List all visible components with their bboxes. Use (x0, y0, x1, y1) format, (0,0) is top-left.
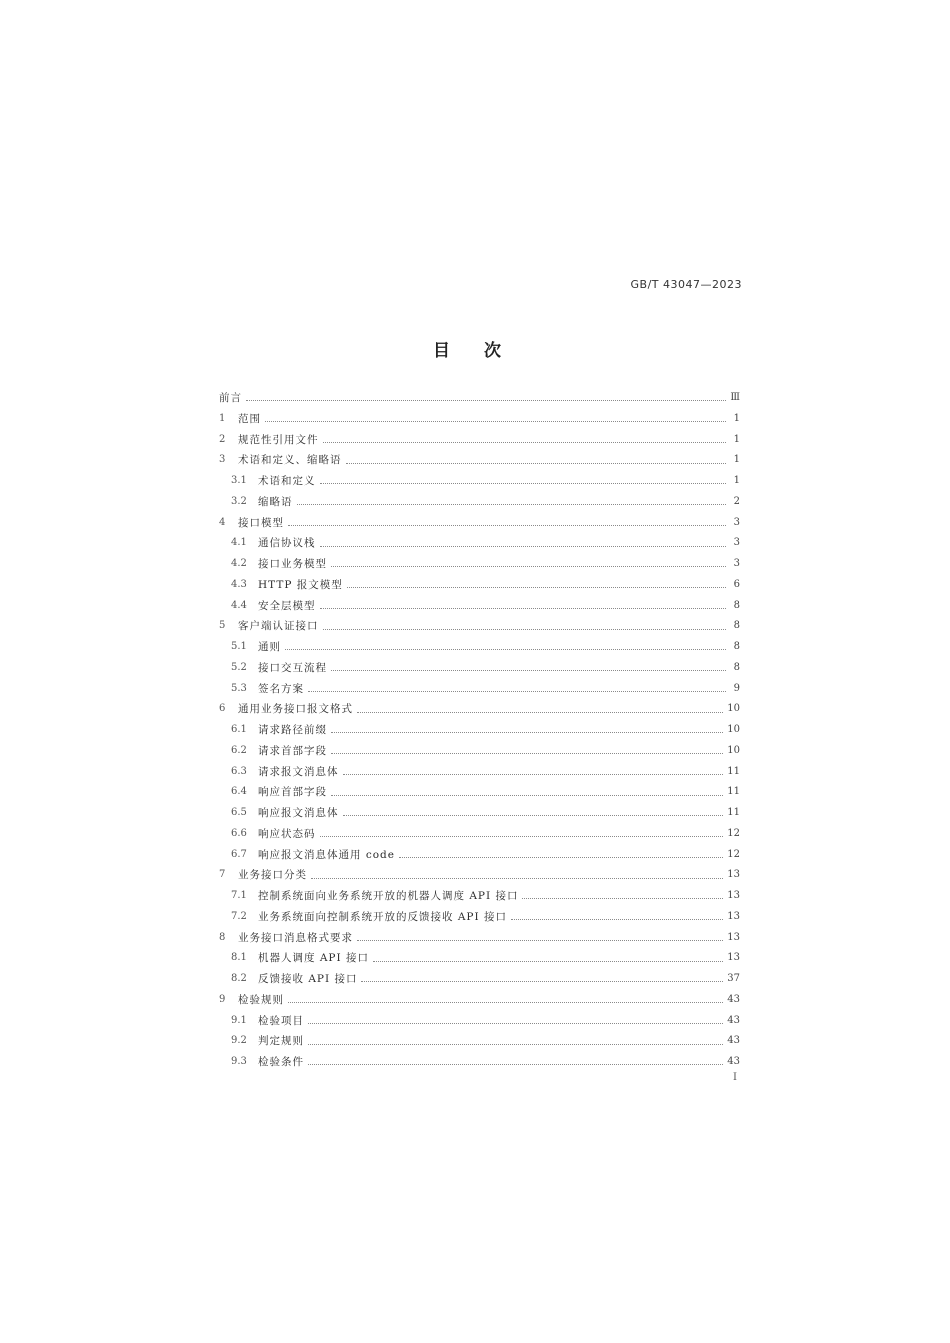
toc-dot-leader (331, 794, 723, 796)
toc-dot-leader (308, 1022, 723, 1024)
toc-entry[interactable] (219, 492, 740, 513)
toc-entry[interactable] (219, 948, 740, 969)
toc-entry-page: 11 (727, 786, 740, 798)
toc-entry[interactable] (219, 1011, 740, 1032)
toc-dot-leader (331, 752, 723, 754)
toc-entry[interactable] (219, 575, 740, 596)
toc-entry-number: 7.1 (231, 890, 247, 901)
toc-entry-page: 1 (733, 412, 740, 424)
toc-entry-label: 签名方案 (258, 682, 304, 695)
toc-entry[interactable] (219, 388, 740, 409)
toc-entry-page: 13 (727, 931, 740, 943)
toc-dot-leader (331, 731, 723, 733)
toc-entry[interactable] (219, 886, 740, 907)
table-of-contents (219, 388, 740, 1073)
toc-entry-number: 6.4 (231, 786, 247, 798)
toc-entry-number: 6 (219, 703, 226, 715)
toc-entry-label: 控制系统面向业务系统开放的机器人调度 API 接口 (258, 890, 519, 902)
toc-entry[interactable] (219, 616, 740, 637)
toc-entry[interactable] (219, 430, 740, 451)
toc-entry-number: 4.1 (231, 537, 247, 549)
toc-entry[interactable] (219, 845, 740, 866)
toc-entry[interactable] (219, 596, 740, 617)
toc-entry-number: 6.6 (231, 827, 247, 839)
toc-entry-number: 9.3 (231, 1056, 247, 1067)
toc-dot-leader (320, 545, 727, 547)
toc-dot-leader (246, 399, 726, 401)
toc-entry-label: 请求报文消息体 (258, 765, 339, 778)
toc-entry-page: 43 (727, 1014, 740, 1026)
toc-entry[interactable] (219, 471, 740, 492)
toc-entry-number: 6.1 (231, 724, 247, 735)
toc-dot-leader (511, 918, 723, 920)
toc-entry-number: 9 (219, 993, 226, 1005)
toc-dot-leader (399, 856, 723, 858)
toc-dot-leader (308, 690, 726, 692)
toc-entry-label: 检验规则 (238, 993, 284, 1006)
toc-entry-page: 3 (733, 558, 740, 569)
toc-entry[interactable] (219, 762, 740, 783)
toc-entry-page: 8 (733, 641, 740, 652)
toc-entry-page: 8 (733, 620, 740, 632)
toc-entry-number: 8 (219, 931, 226, 943)
toc-entry[interactable] (219, 824, 740, 845)
toc-entry-label: 反馈接收 API 接口 (258, 973, 358, 985)
toc-entry-label: 响应报文消息体 (258, 807, 339, 819)
toc-entry-page: 8 (733, 661, 740, 673)
toc-entry[interactable] (219, 554, 740, 575)
toc-entry[interactable] (219, 637, 740, 658)
toc-entry-number: 9.1 (231, 1014, 247, 1026)
toc-entry-label: 通用业务接口报文格式 (238, 703, 353, 716)
toc-dot-leader (308, 1043, 723, 1045)
toc-entry-label: 安全层模型 (258, 599, 316, 612)
toc-entry-page: 2 (733, 495, 740, 507)
toc-dot-leader (357, 939, 723, 941)
toc-entry-page: 13 (727, 869, 740, 881)
toc-entry-label: 响应状态码 (258, 827, 316, 840)
toc-dot-leader (323, 628, 727, 630)
toc-entry-number: 6.3 (231, 765, 247, 777)
toc-entry-label: 范围 (238, 412, 261, 425)
toc-entry-page: 10 (727, 724, 740, 735)
toc-entry-page: 12 (727, 848, 740, 860)
toc-entry[interactable] (219, 720, 740, 741)
toc-entry-page: 10 (727, 744, 740, 756)
toc-dot-leader (347, 586, 726, 588)
toc-entry-label: 前言 (219, 392, 242, 404)
toc-entry-number: 9.2 (231, 1035, 247, 1047)
toc-entry-number: 2 (219, 433, 226, 445)
toc-dot-leader (357, 711, 723, 713)
toc-entry-number: 4 (219, 516, 226, 528)
toc-entry-label: 术语和定义 (258, 475, 316, 487)
toc-entry-page: 11 (727, 807, 740, 818)
toc-entry-page: 9 (733, 682, 740, 694)
toc-entry[interactable] (219, 409, 740, 430)
toc-entry-number: 5.3 (231, 682, 247, 694)
toc-entry-page: 8 (733, 599, 740, 611)
toc-entry-number: 8.2 (231, 973, 247, 984)
toc-dot-leader (343, 814, 724, 816)
toc-entry-number: 3 (219, 454, 226, 466)
toc-entry-label: 业务接口分类 (238, 869, 307, 882)
toc-entry-label: 检验项目 (258, 1014, 304, 1027)
toc-entry-label: 通则 (258, 641, 281, 653)
toc-dot-leader (331, 669, 726, 671)
toc-entry-page: 1 (733, 454, 740, 466)
toc-entry-page: 37 (727, 973, 740, 984)
toc-entry-label: 规范性引用文件 (238, 433, 319, 446)
toc-dot-leader (361, 980, 723, 982)
toc-entry[interactable] (219, 1031, 740, 1052)
toc-entry-page: 3 (733, 516, 740, 528)
toc-entry-page: 1 (733, 475, 740, 486)
toc-entry-number: 6.5 (231, 807, 247, 818)
toc-entry-label: 机器人调度 API 接口 (258, 952, 369, 965)
toc-entry-page: Ⅲ (730, 392, 740, 403)
toc-entry[interactable] (219, 450, 740, 471)
toc-entry-number: 6.7 (231, 848, 247, 860)
toc-entry-page: 43 (727, 1035, 740, 1047)
toc-entry-label: 客户端认证接口 (238, 620, 319, 633)
toc-entry-number: 4.2 (231, 558, 247, 569)
toc-entry-page: 43 (727, 993, 740, 1005)
toc-entry-number: 5 (219, 620, 226, 632)
toc-dot-leader (308, 1063, 723, 1065)
toc-dot-leader (331, 565, 726, 567)
toc-entry[interactable] (219, 741, 740, 762)
toc-entry-label: 请求首部字段 (258, 744, 327, 757)
toc-entry-label: 判定规则 (258, 1035, 304, 1048)
toc-entry[interactable] (219, 533, 740, 554)
toc-entry[interactable] (219, 928, 740, 949)
toc-entry[interactable] (219, 699, 740, 720)
toc-entry-label: HTTP 报文模型 (258, 578, 343, 591)
toc-entry-label: 接口模型 (238, 516, 284, 529)
toc-dot-leader (320, 482, 727, 484)
toc-entry-label: 响应报文消息体通用 code (258, 848, 395, 861)
toc-entry-label: 请求路径前缀 (258, 724, 327, 736)
toc-entry-page: 11 (727, 765, 740, 777)
page-number: Ⅰ (733, 1072, 737, 1083)
toc-entry-label: 缩略语 (258, 495, 293, 508)
toc-entry-label: 检验条件 (258, 1056, 304, 1068)
toc-entry-page: 13 (727, 952, 740, 964)
toc-entry-label: 通信协议栈 (258, 537, 316, 550)
toc-dot-leader (311, 877, 723, 879)
toc-entry-page: 12 (727, 827, 740, 839)
page-title: 目次 (433, 341, 535, 361)
toc-entry-number: 4.3 (231, 578, 247, 590)
toc-entry-number: 5.2 (231, 661, 247, 673)
toc-dot-leader (285, 648, 726, 650)
toc-entry[interactable] (219, 513, 740, 534)
toc-entry-page: 13 (727, 890, 740, 901)
toc-dot-leader (373, 960, 723, 962)
toc-dot-leader (323, 441, 727, 443)
toc-entry-number: 3.1 (231, 475, 247, 486)
toc-entry-number: 7.2 (231, 910, 247, 922)
toc-dot-leader (343, 773, 724, 775)
toc-entry[interactable] (219, 679, 740, 700)
toc-entry-label: 术语和定义、缩略语 (238, 454, 342, 467)
toc-entry-label: 响应首部字段 (258, 786, 327, 799)
toc-entry[interactable] (219, 1052, 740, 1073)
toc-entry-number: 3.2 (231, 495, 247, 507)
toc-entry-page: 13 (727, 910, 740, 922)
toc-entry[interactable] (219, 990, 740, 1011)
toc-entry-label: 业务系统面向控制系统开放的反馈接收 API 接口 (258, 910, 507, 923)
toc-entry-label: 业务接口消息格式要求 (238, 931, 353, 944)
toc-entry-page: 43 (727, 1056, 740, 1067)
toc-entry-page: 6 (733, 578, 740, 590)
toc-entry-number: 8.1 (231, 952, 247, 964)
toc-entry-number: 7 (219, 869, 226, 881)
toc-dot-leader (288, 1001, 723, 1003)
toc-dot-leader (297, 503, 727, 505)
toc-entry[interactable] (219, 782, 740, 803)
toc-entry[interactable] (219, 969, 740, 990)
toc-dot-leader (320, 835, 724, 837)
toc-entry-label: 接口交互流程 (258, 661, 327, 674)
toc-entry-page: 10 (727, 703, 740, 715)
toc-dot-leader (522, 897, 723, 899)
toc-entry-number: 6.2 (231, 744, 247, 756)
toc-entry[interactable] (219, 865, 740, 886)
toc-entry-number: 1 (219, 412, 226, 424)
toc-entry-label: 接口业务模型 (258, 558, 327, 570)
toc-dot-leader (265, 420, 726, 422)
toc-dot-leader (320, 607, 727, 609)
toc-entry[interactable] (219, 658, 740, 679)
toc-entry-number: 5.1 (231, 641, 247, 652)
toc-entry-number: 4.4 (231, 599, 247, 611)
toc-dot-leader (346, 462, 727, 464)
toc-dot-leader (288, 524, 726, 526)
standard-number: GB/T 43047—2023 (630, 278, 742, 291)
toc-entry[interactable] (219, 907, 740, 928)
toc-entry-page: 3 (733, 537, 740, 549)
toc-entry[interactable] (219, 803, 740, 824)
toc-entry-page: 1 (733, 433, 740, 445)
